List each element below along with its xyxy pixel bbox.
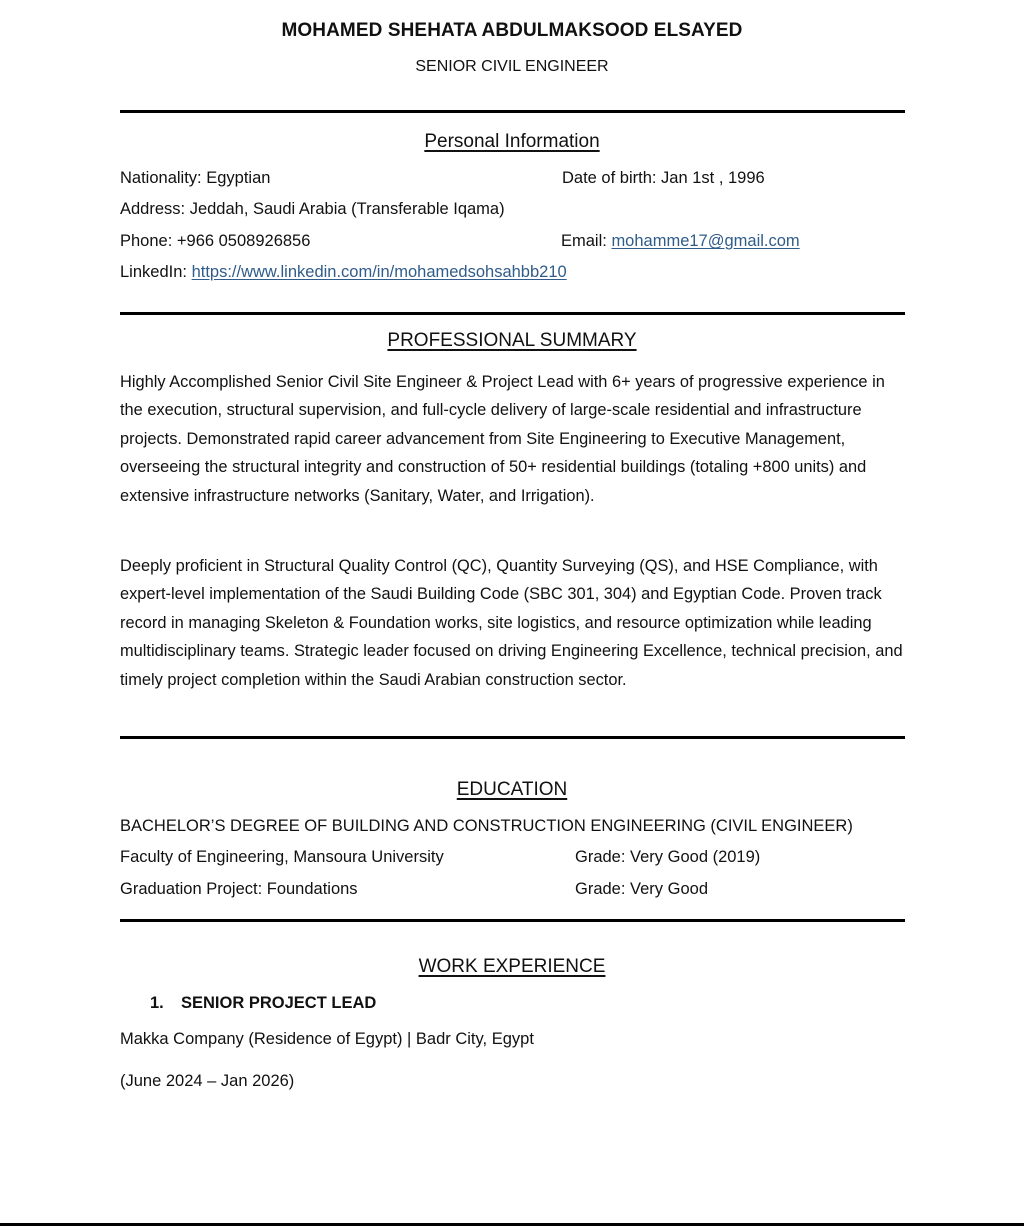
grade: Grade: Very Good (2019) [575, 848, 761, 866]
phone: Phone: +966 0508926856 [120, 232, 311, 250]
faculty: Faculty of Engineering, Mansoura University [120, 848, 444, 866]
education-heading-text: EDUCATION [456, 779, 568, 800]
section-divider [120, 736, 905, 739]
job-role: SENIOR PROJECT LEAD [181, 994, 377, 1012]
summary-heading [0, 330, 1024, 352]
experience-heading-text: WORK EXPERIENCE [418, 956, 606, 977]
linkedin-row [120, 263, 567, 282]
linkedin-link[interactable]: https://www.linkedin.com/in/mohamedsohsahbb210 [191, 263, 567, 281]
nationality: Nationality: Egyptian [120, 169, 271, 187]
section-divider [120, 110, 905, 113]
summary-heading-text: PROFESSIONAL SUMMARY [387, 330, 637, 351]
education-heading [0, 779, 1024, 801]
email-label: Email: [561, 232, 612, 250]
summary-paragraph-2: Deeply proficient in Structural Quality Control (QC), Quantity Surveying (QS), and HSE Compliance, with expert-level implementation of the Saudi Building Code (SBC 301, 304) and Egyptian Code. Proven track record in managing Skeleton & Foundation works, site logistics, and resource optimization while leading multidisciplinary teams. Strategic leader focused on driving Engineering Excellence, technical precision, and timely project completion within the Saudi Arabian construction sector. [120, 557, 903, 689]
section-divider [120, 312, 905, 315]
email-link[interactable]: mohamme17@gmail.com [611, 232, 800, 250]
job-company: Makka Company (Residence of Egypt) | Badr City, Egypt [120, 1030, 534, 1048]
email-row [561, 232, 800, 251]
graduation-project: Graduation Project: Foundations [120, 880, 358, 898]
personal-info-heading [0, 131, 1024, 153]
personal-info-heading-text: Personal Information [424, 131, 600, 152]
candidate-title: SENIOR CIVIL ENGINEER [415, 58, 609, 75]
project-grade: Grade: Very Good [575, 880, 708, 898]
job-number: 1. [150, 994, 164, 1012]
date-of-birth: Date of birth: Jan 1st , 1996 [562, 169, 765, 187]
address: Address: Jeddah, Saudi Arabia (Transferable Iqama) [120, 200, 505, 218]
linkedin-label: LinkedIn: [120, 263, 192, 281]
summary-paragraph-1: Highly Accomplished Senior Civil Site Engineer & Project Lead with 6+ years of progressive experience in the execution, structural supervision, and full-cycle delivery of large-scale residential and infrastructure projects. Demonstrated rapid career advancement from Site Engineering to Executive Management, overseeing the structural integrity and construction of 50+ residential buildings (totaling +800 units) and extensive infrastructure networks (Sanitary, Water, and Irrigation). [120, 373, 885, 505]
candidate-name: MOHAMED SHEHATA ABDULMAKSOOD ELSAYED [281, 20, 743, 41]
section-divider [120, 919, 905, 922]
degree: BACHELOR’S DEGREE OF BUILDING AND CONSTRUCTION ENGINEERING (CIVIL ENGINEER) [120, 817, 853, 835]
job-period: (June 2024 – Jan 2026) [120, 1072, 295, 1090]
experience-heading [0, 956, 1024, 978]
